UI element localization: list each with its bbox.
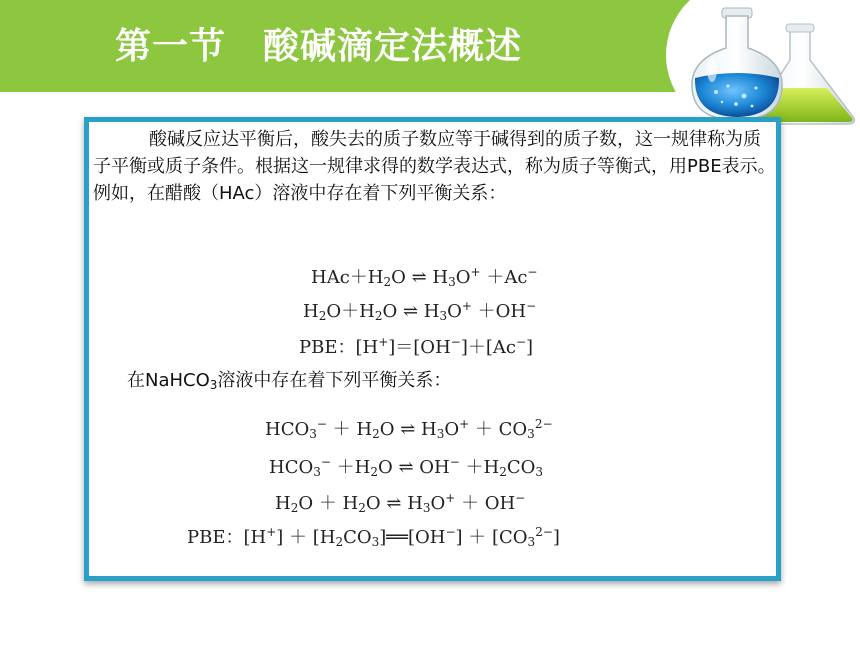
equation-hac-pbe: PBE：[H+]＝[OH−]＋[Ac−] [299,335,534,358]
equation-nahco3-3: H2O ＋ H2O ⇌ H3O+ ＋ OH− [275,491,526,515]
flask-illustration-icon [686,0,860,130]
equilibrium-arrow-icon: ⇌ [411,267,427,288]
equation-nahco3-pbe: PBE：[H+] ＋ [H2CO3]══[OH−] ＋ $[CO3^{2-}]$ [187,525,560,549]
equation-hac-1: HAc＋H2O ⇌ H3O+ ＋Ac− [311,265,538,289]
content-box [84,117,781,581]
equilibrium-arrow-icon: ⇌ [402,301,419,322]
intro-paragraph [93,126,778,207]
equation-hac-2: H2O＋H2O ⇌ H3O+ ＋OH− [303,299,537,323]
nahco3-subscript: 3 [209,378,218,392]
equation-nahco3-1: HCO3− ＋ H2O ⇌ $H3O^+ + CO3^{2-}$ [265,417,553,441]
nahco3-suffix: 溶液中存在着下列平衡关系： [217,370,452,391]
equation-nahco3-2: HCO3− ＋H2O ⇌ OH− ＋H2CO3 [269,455,544,479]
nahco3-prefix: 在NaHCO [127,370,210,391]
intro-paragraph-text: 酸碱反应达平衡后，酸失去的质子数应等于碱得到的质子数，这一规律称为质子平衡或质子条件。根据这一规律求得的数学表达式，称为质子等衡式，用PBE表示。例如，在醋酸（HAc）溶液中存在着下列平衡关系： [93,129,776,204]
slide-title: 第一节 酸碱滴定法概述 [115,25,523,67]
equilibrium-arrow-icon: ⇌ [398,457,414,478]
equilibrium-arrow-icon: ⇌ [400,419,416,440]
equilibrium-arrow-icon: ⇌ [386,493,402,514]
nahco3-intro [127,366,451,392]
